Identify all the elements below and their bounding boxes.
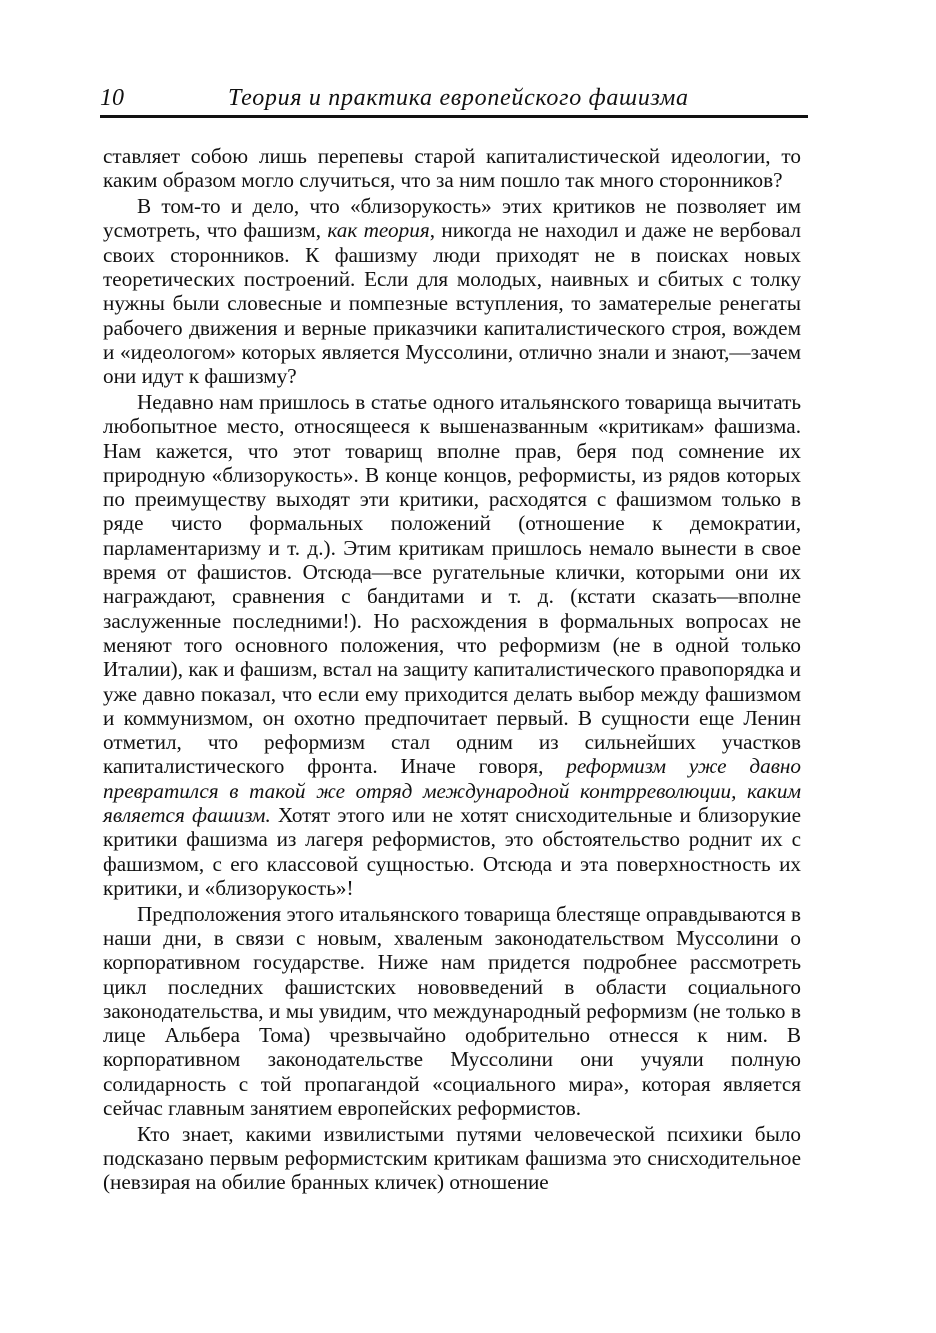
paragraph-3 [103,390,801,900]
paragraph-3-after: Хотят этого или не хотят снисходительные и близорукие критики фашизма из лагеря реформистов, это обстоятельство роднит их с фашизмом, с его классовой сущностью. Отсюда и эта поверхностность их критики, и «близорукость»! [103,803,801,900]
paragraph-4 [103,902,801,1121]
paragraph-1-text: ставляет собою лишь перепевы старой капиталистической идеологии, то каким образом могло случиться, что за ним пошло так много сторонников? [103,144,801,193]
running-title: Теория и практика европейского фашизма [228,85,689,111]
paragraph-3-italic: реформизм уже давно превратился в такой же отряд международной контрреволюции, каким является фашизм. [103,754,801,828]
paragraph-2 [103,194,801,388]
paragraph-1 [103,144,801,193]
header-rule [100,115,808,118]
paragraph-2-after: , никогда не находил и даже не вербовал своих сторонников. К фашизму люди приходят не в поисках новых теоретических построений. Если для молодых, наивных и сбитых с толку нужны были словесные и помпезные вступления, то заматерелые ренегаты рабочего движения и верные приказчики капиталистического строя, вождем и «идеологом» которых является Муссолини, отлично знали и знают,—зачем они идут к фашизму? [103,218,802,389]
paragraph-5-text: Кто знает, какими извилистыми путями человеческой психики было подсказано первым реформистским критикам фашизма это снисходительное (невзирая на обилие бранных кличек) отношение [103,1121,801,1195]
body-text [103,144,801,1195]
page-number: 10 [100,85,124,111]
paragraph-2-before: В том-то и дело, что «близорукость» этих критиков не позволяет им усмотреть, что фашизм, [103,194,801,243]
page-header [100,82,808,114]
paragraph-5 [103,1122,801,1195]
paragraph-3-before: Недавно нам пришлось в статье одного итальянского товарища вычитать любопытное место, относящееся к вышеназванным «критикам» фашизма. Нам кажется, что этот товарищ вполне прав, беря под сомнение их природную «близорукость». В конце концов, реформисты, из рядов которых по преимуществу выходят эти критики, расходятся с фашизмом только в ряде чисто формальных положений (отношение к демократии, парламентаризму и т. д.). Этим критикам пришлось немало вынести в свое время от фашистов. Отсюда—все ругательные клички, которыми они их награждают, сравнения с бандитами и т. д. (кстати сказать—вполне заслуженные последними!). Но расхождения в формальных вопросах не меняют того основного положения, что реформизм (не в одной только Италии), как и фашизм, встал на защиту капиталистического правопорядка и уже давно показал, что если ему приходится делать выбор между фашизмом и коммунизмом, он охотно предпочитает первый. В сущности еще Ленин отметил, что реформизм стал одним из сильнейших участков капиталистического фронта. Иначе говоря, [103,389,801,779]
paragraph-2-italic: как теория [327,218,430,243]
paragraph-4-text: Предположения этого итальянского товарища блестяще оправдываются в наши дни, в связи с новым, хваленым законодательством Муссолини о корпоративном государстве. Ниже нам придется подробнее рассмотреть цикл последних фашистских нововведений в области социального законодательства, и мы увидим, что международный реформизм (не только в лице Альбера Тома) чрезвычайно одобрительно отнесся к ним. В корпоративном законодательстве Муссолини они учуяли полную солидарность с той пропагандой «социального мира», которая является сейчас главным занятием европейских реформистов. [103,901,801,1121]
